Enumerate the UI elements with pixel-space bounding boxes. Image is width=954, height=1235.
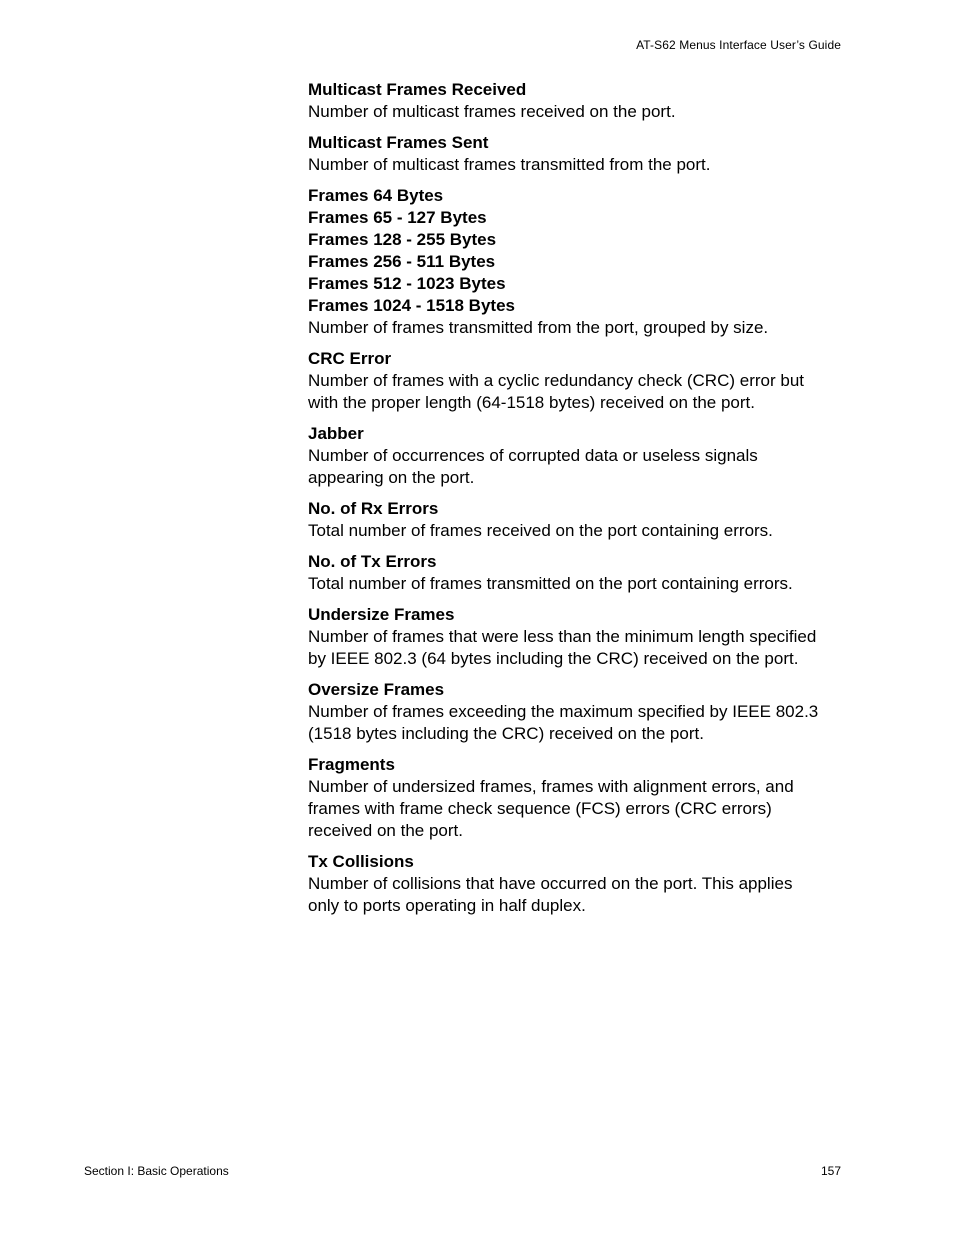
term: Fragments bbox=[308, 755, 395, 774]
term: Frames 1024 - 1518 Bytes bbox=[308, 296, 515, 315]
description: Number of collisions that have occurred on the port. This applies only to ports operating in half duplex. bbox=[308, 874, 793, 915]
entry-jabber bbox=[308, 423, 828, 489]
entry-undersize-frames bbox=[308, 604, 828, 670]
description: Number of occurrences of corrupted data or useless signals appearing on the port. bbox=[308, 446, 758, 487]
description: Number of frames exceeding the maximum specified by IEEE 802.3 (1518 bytes including the CRC) received on the port. bbox=[308, 702, 819, 743]
term: Frames 128 - 255 Bytes bbox=[308, 230, 497, 249]
term: Frames 64 Bytes bbox=[308, 186, 444, 205]
entry-oversize-frames bbox=[308, 679, 828, 745]
term: Multicast Frames Sent bbox=[308, 133, 489, 152]
description: Number of multicast frames received on the port. bbox=[308, 102, 676, 121]
term: Tx Collisions bbox=[308, 852, 414, 871]
description: Number of frames with a cyclic redundancy check (CRC) error but with the proper length (64-1518 bytes) received on the port. bbox=[308, 371, 804, 412]
running-header: AT-S62 Menus Interface User’s Guide bbox=[636, 38, 841, 52]
description: Number of frames transmitted from the port, grouped by size. bbox=[308, 318, 769, 337]
term: Undersize Frames bbox=[308, 605, 455, 624]
term: Frames 512 - 1023 Bytes bbox=[308, 274, 506, 293]
entry-frame-size-buckets bbox=[308, 185, 828, 339]
term: Jabber bbox=[308, 424, 364, 443]
term: Frames 256 - 511 Bytes bbox=[308, 252, 496, 271]
entry-tx-errors bbox=[308, 551, 828, 595]
entry-crc-error bbox=[308, 348, 828, 414]
description: Number of multicast frames transmitted from the port. bbox=[308, 155, 711, 174]
term: No. of Tx Errors bbox=[308, 552, 437, 571]
term: Frames 65 - 127 Bytes bbox=[308, 208, 487, 227]
entry-fragments bbox=[308, 754, 828, 842]
description: Total number of frames received on the port containing errors. bbox=[308, 521, 773, 540]
page-number: 157 bbox=[820, 1164, 841, 1178]
description: Total number of frames transmitted on the port containing errors. bbox=[308, 574, 793, 593]
term: CRC Error bbox=[308, 349, 392, 368]
term: Oversize Frames bbox=[308, 680, 445, 699]
statistics-definition-list bbox=[308, 79, 828, 926]
term: No. of Rx Errors bbox=[308, 499, 439, 518]
footer-section-label: Section I: Basic Operations bbox=[84, 1164, 229, 1178]
term: Multicast Frames Received bbox=[308, 80, 527, 99]
entry-rx-errors bbox=[308, 498, 828, 542]
entry-tx-collisions bbox=[308, 851, 828, 917]
description: Number of frames that were less than the minimum length specified by IEEE 802.3 (64 bytes including the CRC) received on the port. bbox=[308, 627, 817, 668]
entry-multicast-frames-received bbox=[308, 79, 828, 123]
entry-multicast-frames-sent bbox=[308, 132, 828, 176]
description: Number of undersized frames, frames with alignment errors, and frames with frame check sequence (FCS) errors (CRC errors) received on the port. bbox=[308, 777, 794, 840]
